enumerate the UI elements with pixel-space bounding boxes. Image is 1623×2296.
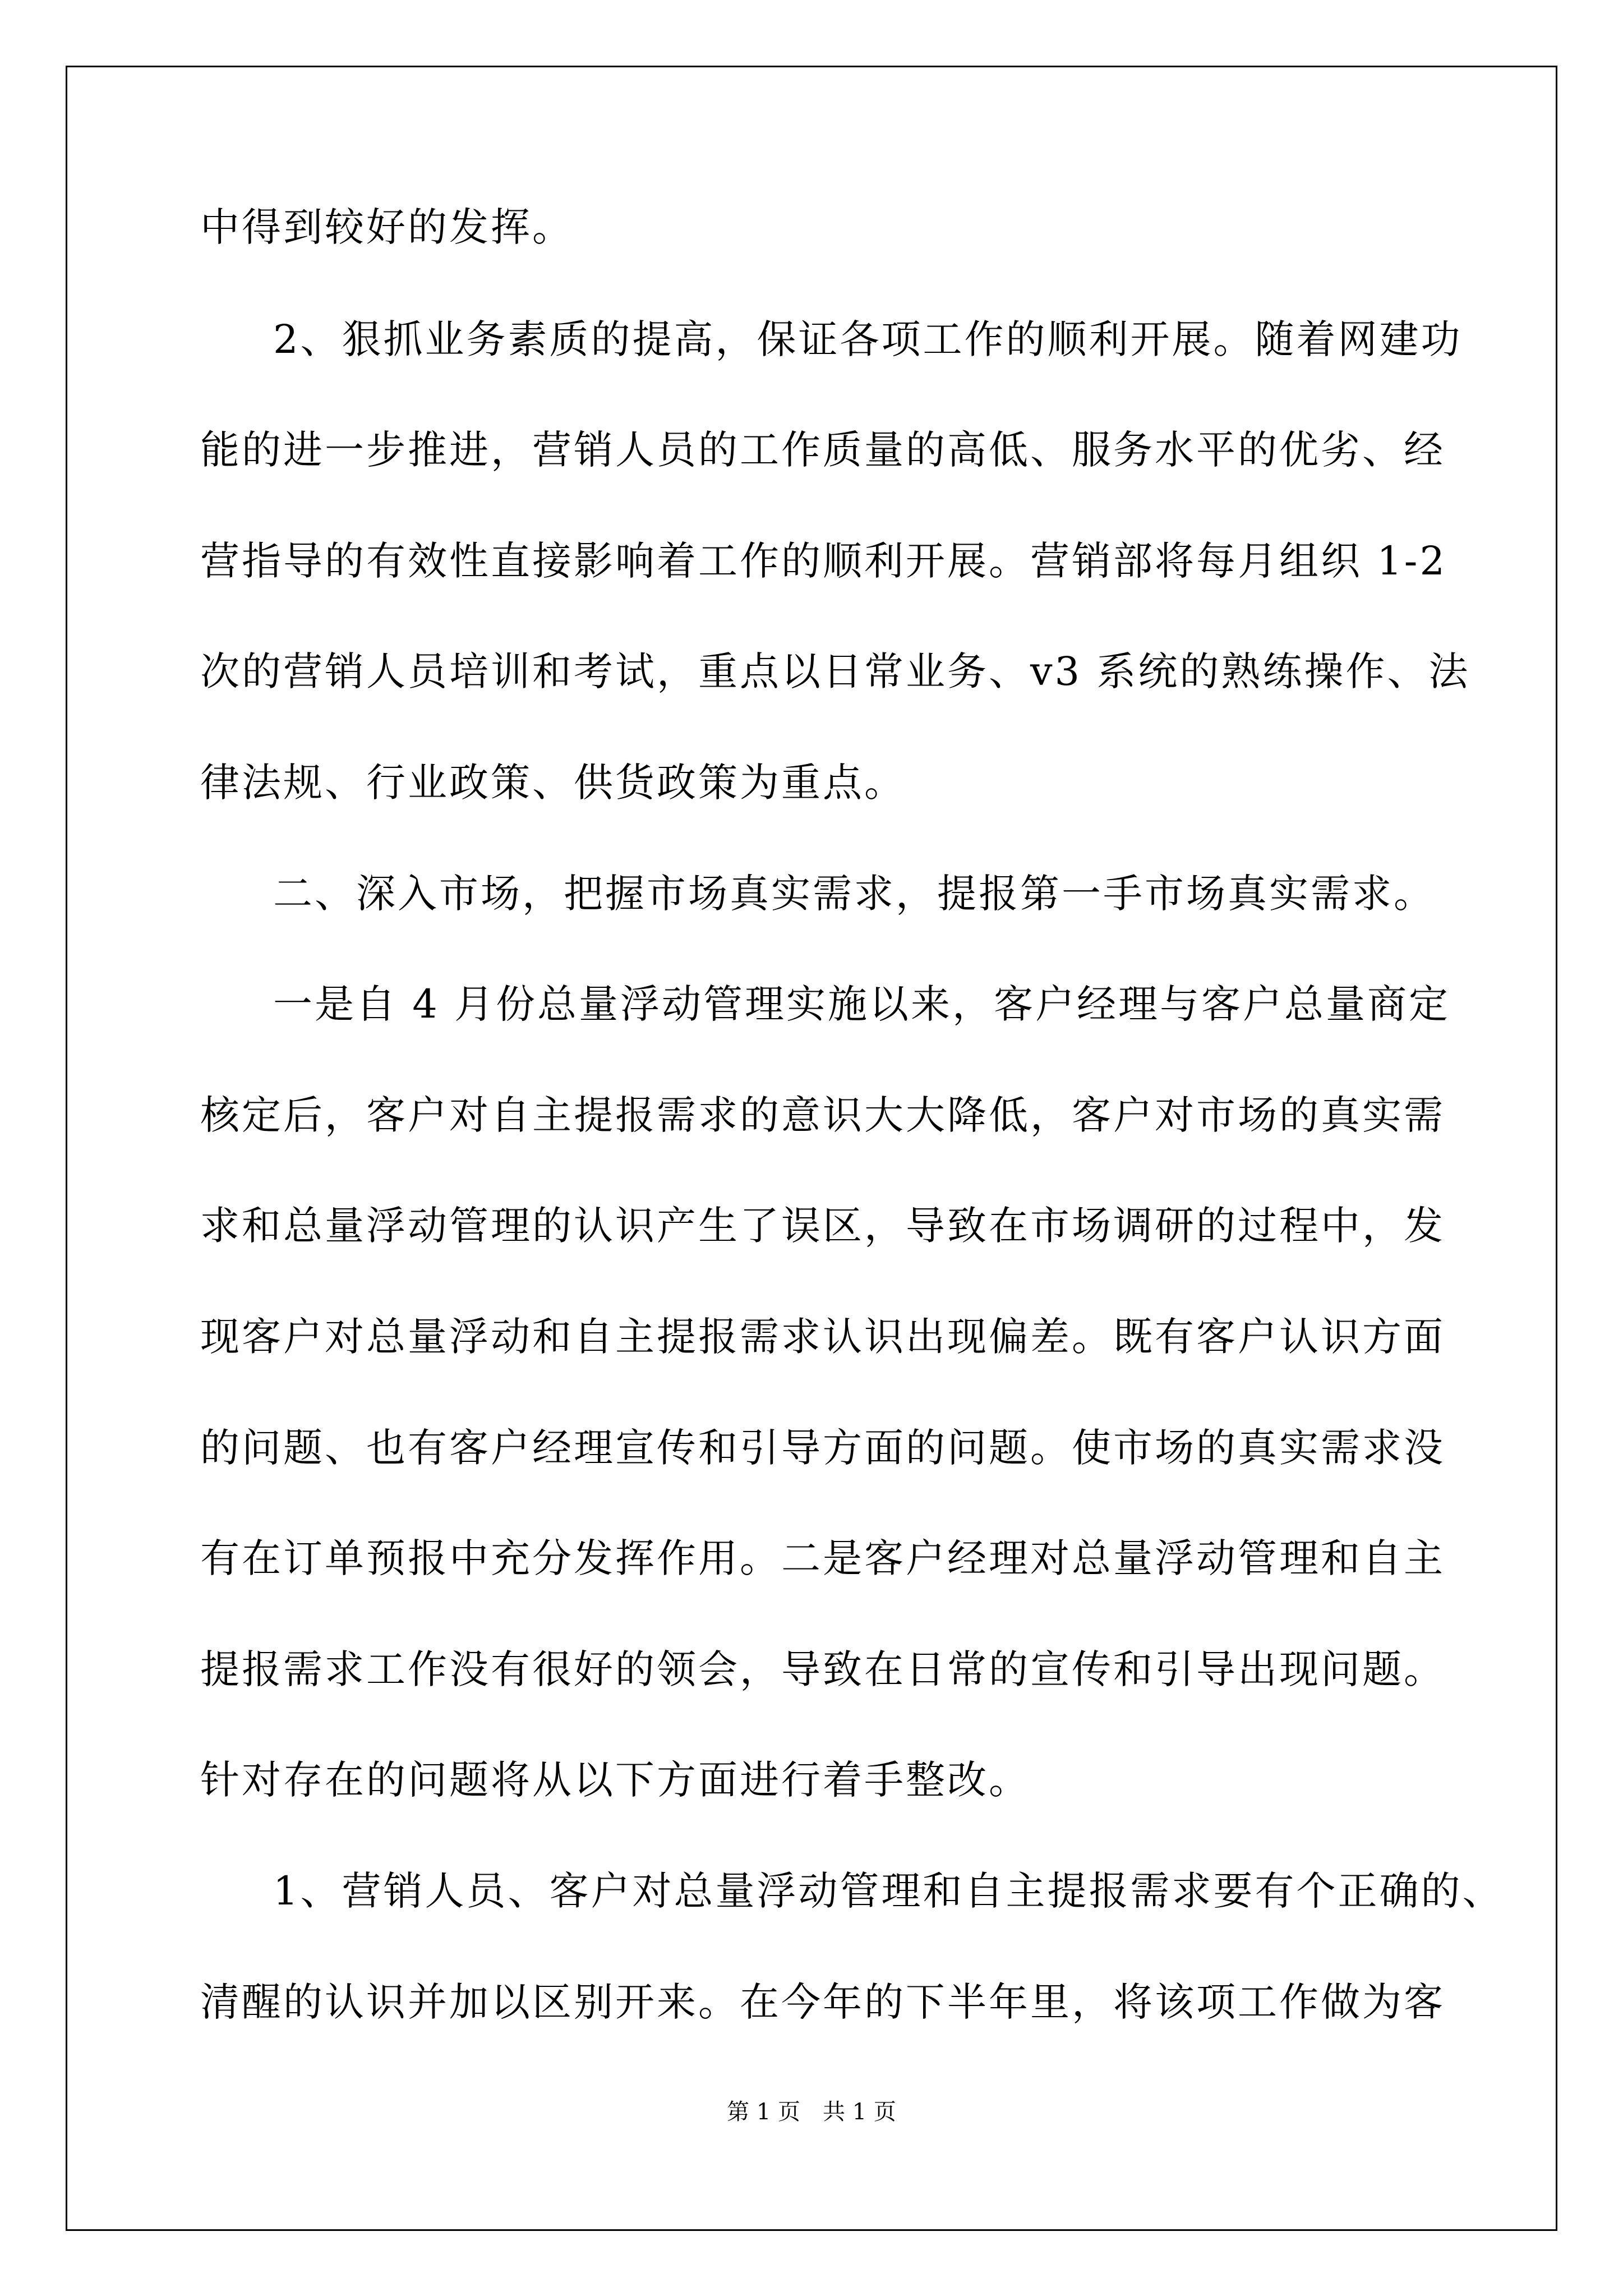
text-line: 清醒的认识并加以区别开来。在今年的下半年里，将该项工作做为客 (200, 1979, 1445, 2025)
text-line: 现客户对总量浮动和自主提报需求认识出现偏差。既有客户认识方面 (200, 1314, 1445, 1360)
text-line: 的问题、也有客户经理宣传和引导方面的问题。使市场的真实需求没 (200, 1425, 1445, 1471)
text-line: 核定后，客户对自主提报需求的意识大大降低，客户对市场的真实需 (200, 1092, 1445, 1138)
text-line: 一是自 4 月份总量浮动管理实施以来，客户经理与客户总量商定 (273, 981, 1451, 1027)
text-line: 提报需求工作没有很好的领会，导致在日常的宣传和引导出现问题。 (200, 1646, 1445, 1692)
text-line: 营指导的有效性直接影响着工作的顺利开展。营销部将每月组织 1-2 (200, 538, 1447, 584)
text-line: 有在订单预报中充分发挥作用。二是客户经理对总量浮动管理和自主 (200, 1535, 1445, 1581)
text-line: 求和总量浮动管理的认识产生了误区，导致在市场调研的过程中，发 (200, 1203, 1445, 1249)
text-line: 针对存在的问题将从以下方面进行着手整改。 (200, 1757, 1030, 1803)
text-line: 1、营销人员、客户对总量浮动管理和自主提报需求要有个正确的、 (273, 1868, 1504, 1914)
page-footer: 第 1 页 共 1 页 (727, 2099, 896, 2125)
text-line: 2、狠抓业务素质的提高，保证各项工作的顺利开展。随着网建功 (273, 316, 1463, 362)
text-line: 中得到较好的发挥。 (200, 204, 574, 250)
text-line: 次的营销人员培训和考试，重点以日常业务、v3 系统的熟练操作、法 (200, 648, 1470, 694)
text-line: 二、深入市场，把握市场真实需求，提报第一手市场真实需求。 (273, 871, 1435, 917)
text-line: 律法规、行业政策、供货政策为重点。 (200, 760, 906, 806)
text-line: 能的进一步推进，营销人员的工作质量的高低、服务水平的优劣、经 (200, 427, 1445, 473)
